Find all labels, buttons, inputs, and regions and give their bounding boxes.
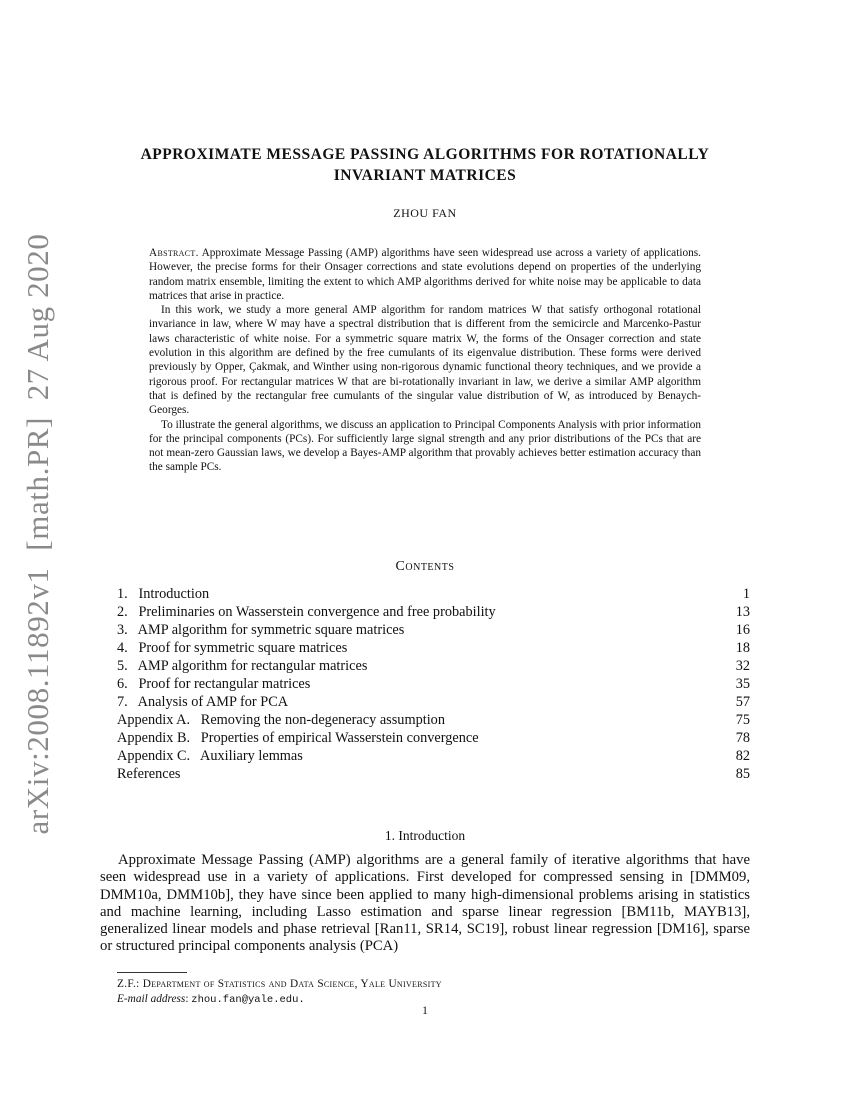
footnote bbox=[117, 977, 757, 1007]
toc-entry-label[interactable]: 7. Analysis of AMP for PCA bbox=[117, 694, 289, 710]
arxiv-sidebar bbox=[20, 233, 56, 835]
abstract-label: Abstract. bbox=[149, 247, 199, 259]
toc-entry-label[interactable]: 4. Proof for symmetric square matrices bbox=[117, 640, 348, 656]
toc-entry-label[interactable]: Appendix A. Removing the non-degeneracy assumption bbox=[117, 712, 445, 728]
abstract-paragraph-2: In this work, we study a more general AMP algorithm for random matrices W that satisfy orthogonal rotational invariance in law, where W may have a spectral distribution that is different from the semicircle and Marcenko-Pastur laws characteristic of white noise. For a symmetric square matrix W, the forms of the Onsager correction and state evolution in this algorithm are defined by the free cumulants of its eigenvalue distribution. These forms were derived previously by Opper, Çakmak, and Winther using non-rigorous dynamic functional theory techniques, and we provide a rigorous proof. For rectangular matrices W that are bi-rotationally invariant in law, we derive a similar AMP algorithm that is defined by the rectangular free cumulants of the singular value distribution of W, as introduced by Benaych-Georges. bbox=[149, 304, 701, 417]
introduction-paragraph: Approximate Message Passing (AMP) algorithms are a general family of iterative algorithms that have seen widespread use in a variety of applications. First developed for compressed sensing in [DMM09, DMM10a, DMM10b], they have since been applied to many high-dimensional problems arising in statistics and machine learning, including Lasso estimation and sparse linear regression [BM11b, MAYB13], generalized linear models and phase retrieval [Ran11, SR14, SC19], robust linear regression [DM16], sparse or structured principal components analysis (PCA) bbox=[100, 852, 750, 955]
toc-entry-page[interactable]: 32 bbox=[735, 658, 750, 674]
toc-entry-page[interactable]: 16 bbox=[735, 622, 750, 638]
arxiv-identifier: arXiv:2008.11892v1 [math.PR] 27 Aug 2020 bbox=[20, 233, 55, 835]
table-of-contents bbox=[117, 585, 750, 783]
toc-entry[interactable] bbox=[117, 603, 750, 621]
footnote-email-label: E-mail address bbox=[117, 992, 186, 1005]
toc-entry-page[interactable]: 35 bbox=[735, 676, 750, 692]
toc-entry[interactable] bbox=[117, 711, 750, 729]
section-heading-text: 1. Introduction bbox=[384, 828, 466, 843]
paper-author: ZHOU FAN bbox=[393, 206, 457, 220]
paper-title: APPROXIMATE MESSAGE PASSING ALGORITHMS FOR ROTATIONALLY INVARIANT MATRICES bbox=[140, 146, 710, 184]
abstract-text-1: Approximate Message Passing (AMP) algorithms have seen widespread use across a variety of applications. However, the precise forms for their Onsager corrections and state evolutions depend on properties of the underlying random matrix ensemble, limiting the extent to which AMP algorithms derived for white noise may be applicable to data matrices that arise in practice. bbox=[149, 247, 701, 302]
toc-entry-label[interactable]: Appendix C. Auxiliary lemmas bbox=[117, 748, 303, 764]
toc-entry-page[interactable]: 13 bbox=[735, 604, 750, 620]
toc-entry[interactable] bbox=[117, 621, 750, 639]
toc-entry-label[interactable]: 1. Introduction bbox=[117, 586, 210, 602]
toc-entry-label[interactable]: 6. Proof for rectangular matrices bbox=[117, 676, 311, 692]
toc-entry-label[interactable]: Appendix B. Properties of empirical Wasserstein convergence bbox=[117, 730, 479, 746]
toc-entry[interactable] bbox=[117, 639, 750, 657]
toc-entry[interactable] bbox=[117, 693, 750, 711]
toc-entry-page[interactable]: 85 bbox=[735, 766, 750, 782]
toc-entry-label[interactable]: 5. AMP algorithm for rectangular matrices bbox=[117, 658, 368, 674]
toc-entry-page[interactable]: 18 bbox=[735, 640, 750, 656]
toc-entry[interactable] bbox=[117, 729, 750, 747]
toc-entry-label[interactable]: 3. AMP algorithm for symmetric square matrices bbox=[117, 622, 405, 638]
toc-entry-page[interactable]: 82 bbox=[735, 748, 750, 764]
toc-entry[interactable] bbox=[117, 675, 750, 693]
toc-entry-page[interactable]: 1 bbox=[742, 586, 750, 602]
toc-entry-label[interactable]: 2. Preliminaries on Wasserstein convergence and free probability bbox=[117, 604, 496, 620]
toc-entry-label[interactable]: References bbox=[117, 766, 181, 782]
toc-entry-page[interactable]: 57 bbox=[735, 694, 750, 710]
footnote-email-line: E-mail address: zhou.fan@yale.edu. bbox=[117, 992, 305, 1006]
footnote-rule bbox=[117, 972, 187, 973]
toc-entry-page[interactable]: 75 bbox=[735, 712, 750, 728]
abstract-paragraph-3: To illustrate the general algorithms, we discuss an application to Principal Components Analysis with prior information for the principal components (PCs). For sufficiently large signal strength and any prior distributions of the PCs that are not mean-zero Gaussian laws, we develop a Bayes-AMP algorithm that provably achieves better estimation accuracy than the sample PCs. bbox=[149, 418, 701, 474]
page-number: 1 bbox=[422, 1005, 428, 1017]
footnote-affiliation: Z.F.: Department of Statistics and Data Science, Yale University bbox=[117, 978, 442, 990]
toc-entry[interactable] bbox=[117, 585, 750, 603]
toc-entry[interactable] bbox=[117, 657, 750, 675]
toc-entry[interactable] bbox=[117, 747, 750, 765]
abstract-paragraph-1 bbox=[149, 246, 701, 303]
abstract bbox=[149, 246, 701, 475]
contents-heading: Contents bbox=[395, 559, 455, 574]
footnote-email[interactable]: zhou.fan@yale.edu. bbox=[191, 993, 305, 1006]
toc-entry-page[interactable]: 78 bbox=[735, 730, 750, 746]
section-heading-introduction bbox=[100, 828, 750, 844]
toc-entry[interactable] bbox=[117, 765, 750, 783]
